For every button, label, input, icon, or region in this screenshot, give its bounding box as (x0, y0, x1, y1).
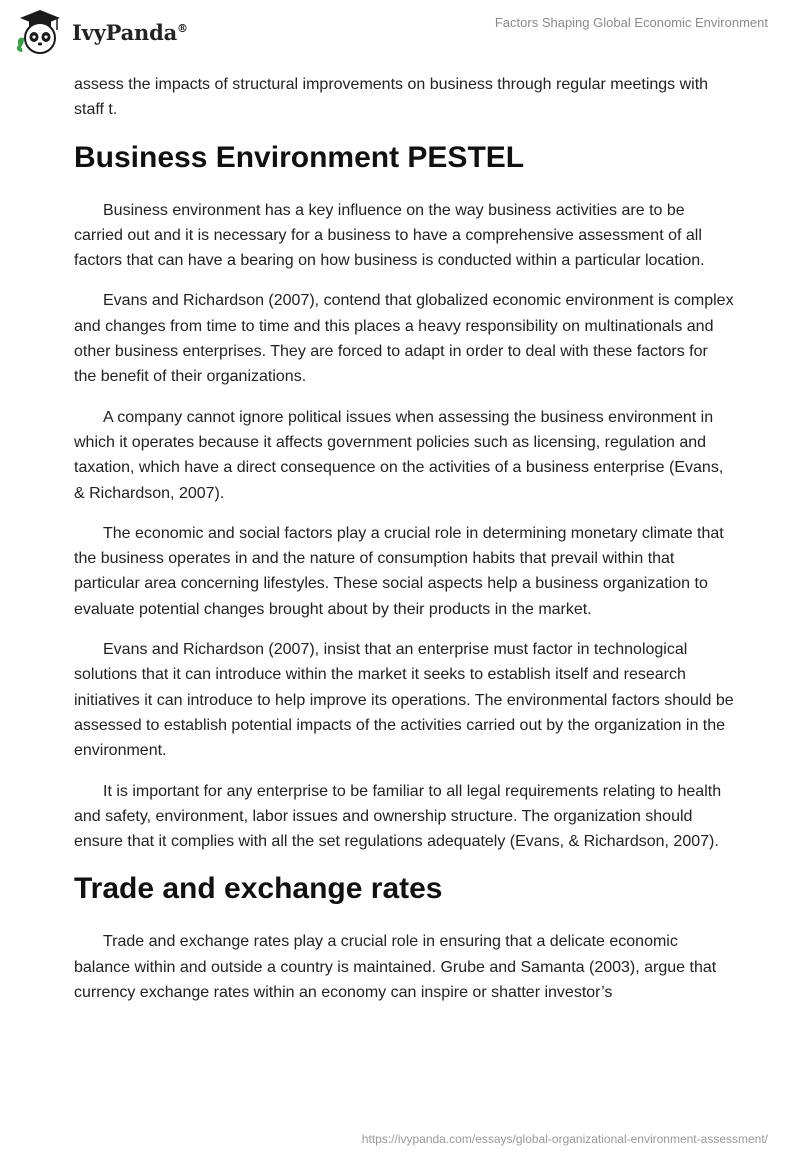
paragraph: Evans and Richardson (2007), insist that an enterprise must factor in technological solutions that it can introduce within the market it seeks to establish itself and research initiatives it can introduce to help improve its operations. The environmental factors should be assessed to establish potential impacts of the activities carried out by the organization in the environment. (74, 641, 734, 760)
section-heading-pestel: Business Environment PESTEL (74, 140, 525, 174)
paragraph: Evans and Richardson (2007), contend that globalized economic environment is complex and changes from time to time and this places a heavy responsibility on multinationals and other business enterprises. They are forced to adapt in order to deal with these factors for the benefit of their organizations. (74, 292, 734, 386)
section-heading-trade: Trade and exchange rates (74, 872, 443, 906)
document-title: Factors Shaping Global Economic Environment (494, 15, 768, 30)
source-url-link[interactable]: https://ivypanda.com/essays/global-organizational-environment-assessment/ (361, 1132, 768, 1146)
article-body (74, 72, 734, 1020)
intro-paragraph: assess the impacts of structural improvements on business through regular meetings with staff t. (74, 76, 709, 119)
paragraph: A company cannot ignore political issues when assessing the business environment in which it operates because it affects government policies such as licensing, regulation and taxation, which have a direct consequence on the activities of a business enterprise (Evans, & Richardson, 2007). (74, 408, 724, 502)
paragraph: Business environment has a key influence on the way business activities are to be carried out and it is necessary for a business to have a comprehensive assessment of all factors that can have a bearing on how business is conducted within a particular location. (74, 201, 705, 270)
logo-text: IvyPanda® (72, 19, 188, 45)
page-header (0, 0, 800, 70)
paragraph: The economic and social factors play a crucial role in determining monetary climate that the business operates in and the nature of consumption habits that prevail within that particular area concerning lifestyles. These social aspects help a business organization to evaluate potential changes brought about by their products in the market. (74, 524, 724, 618)
paragraph: Trade and exchange rates play a crucial role in ensuring that a delicate economic balance within and outside a country is maintained. Grube and Samanta (2003), argue that currency exchange rates within an economy can inspire or shatter investor’s (74, 933, 717, 1002)
logo[interactable] (14, 8, 188, 56)
panda-logo-icon (14, 8, 66, 56)
paragraph: It is important for any enterprise to be familiar to all legal requirements relating to health and safety, environment, labor issues and ownership structure. The organization should ensure that it complies with all the set regulations adequately (Evans, & Richardson, 2007). (74, 782, 722, 851)
